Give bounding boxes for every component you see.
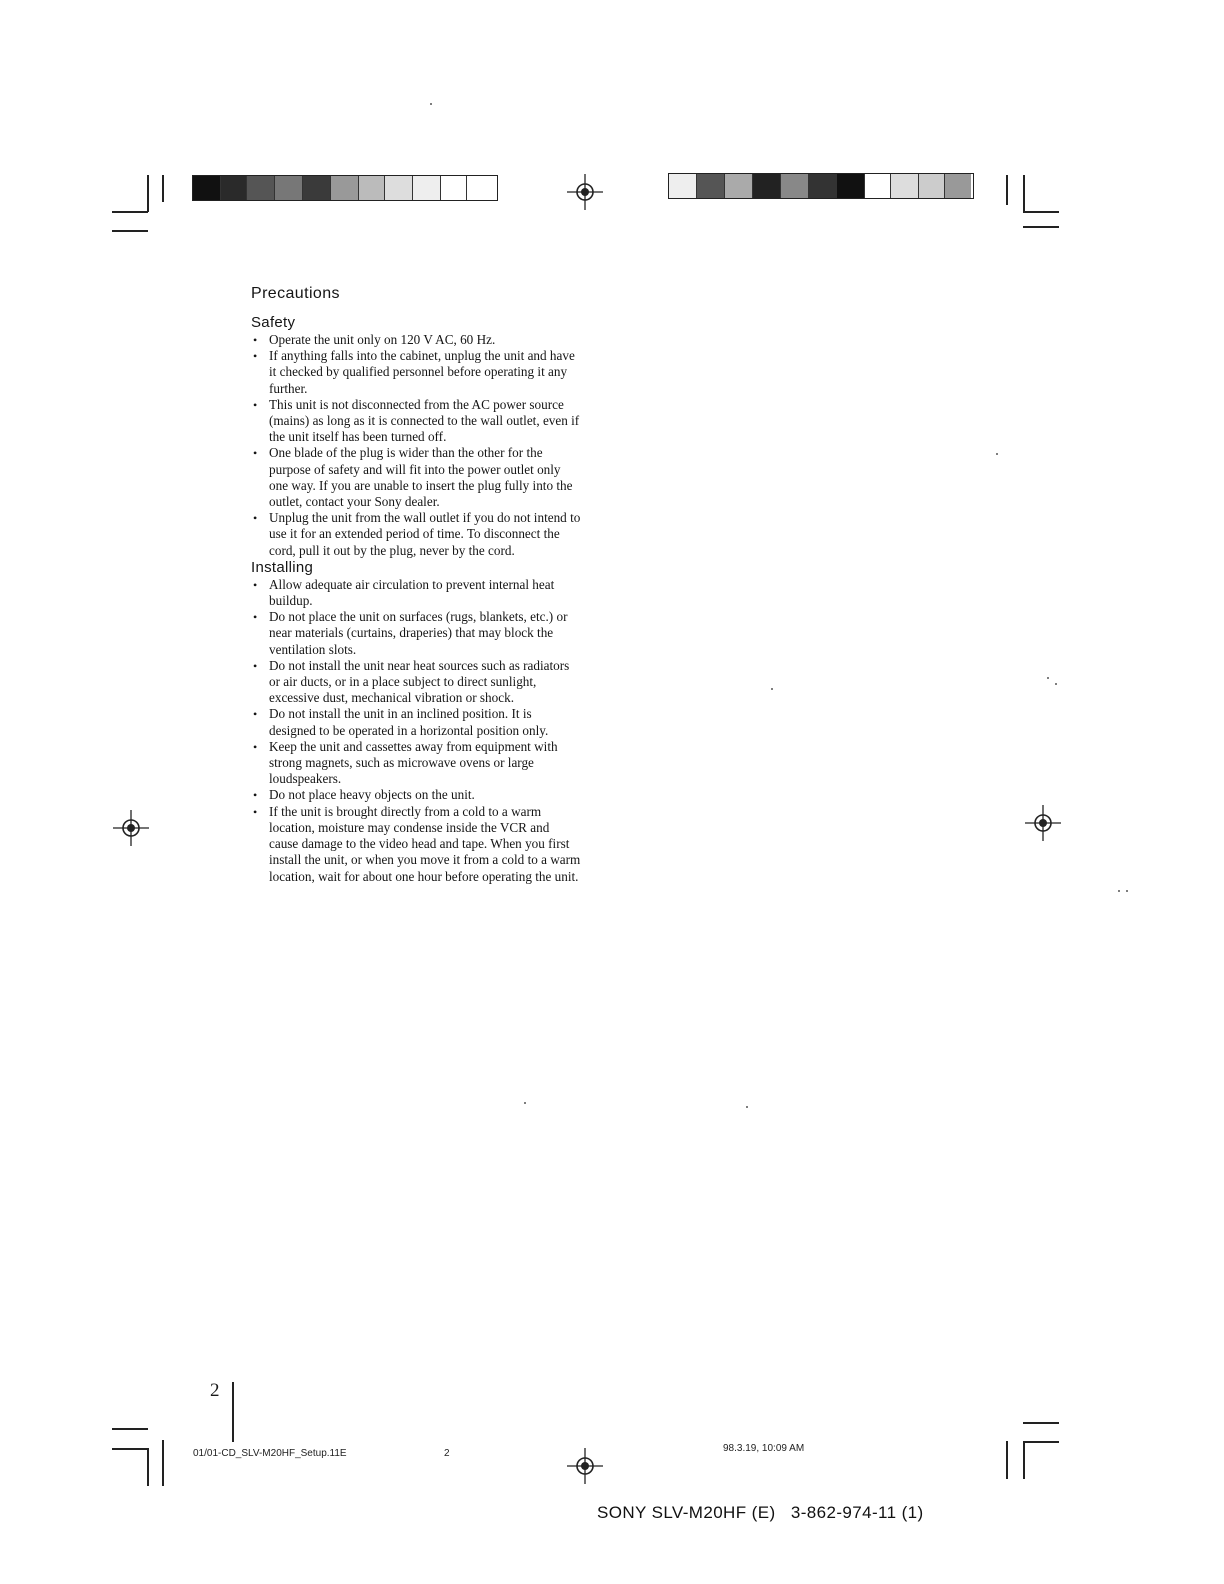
list-item: • One blade of the plug is wider than the other for the purpose of safety and will fit into the power outlet only one way. If you are unable to insert the plug fully into the outlet, contact your Sony dealer.	[251, 445, 581, 510]
list-item: • This unit is not disconnected from the AC power source (mains) as long as it is connected to the wall outlet, even if the unit itself has been turned off.	[251, 397, 581, 446]
crop-mark-bottom-right-v	[1023, 1441, 1025, 1479]
slug-page-number: 2	[444, 1448, 450, 1459]
crop-mark-top-left-h	[112, 211, 148, 213]
crop-mark-bottom-left-h2	[112, 1448, 148, 1450]
color-bar-left	[192, 175, 498, 201]
precautions-section	[251, 284, 581, 885]
scan-speck	[524, 1102, 526, 1104]
scan-speck	[1047, 677, 1049, 679]
list-item: • Do not place the unit on surfaces (rugs, blankets, etc.) or near materials (curtains, draperies) that may block the ventilation slots.	[251, 609, 581, 658]
registration-target-left	[113, 810, 149, 846]
crop-mark-top-right-h	[1023, 211, 1059, 213]
color-bar-right	[668, 173, 974, 199]
scan-speck	[430, 103, 432, 105]
list-item: • Keep the unit and cassettes away from equipment with strong magnets, such as microwave ovens or large loudspeakers.	[251, 739, 581, 788]
list-item: • If the unit is brought directly from a cold to a warm location, moisture may condense inside the VCR and cause damage to the video head and tape. When you first install the unit, or when you move it from a cold to a warm location, wait for about one hour before operating the unit.	[251, 804, 581, 885]
safety-list	[251, 332, 581, 559]
registration-target-top	[567, 174, 603, 210]
footer-model-code: SONY SLV-M20HF (E) 3-862-974-11 (1)	[597, 1503, 924, 1522]
crop-mark-top-right-v2	[1023, 175, 1025, 212]
scan-speck	[771, 688, 773, 690]
crop-mark-bottom-left-h	[112, 1428, 148, 1430]
crop-mark-bottom-left-v2	[162, 1440, 164, 1486]
scan-speck	[1126, 890, 1128, 892]
list-item: • If anything falls into the cabinet, unplug the unit and have it checked by qualified personnel before operating it any further.	[251, 348, 581, 397]
scan-speck	[746, 1106, 748, 1108]
registration-target-right	[1025, 805, 1061, 841]
slug-file-name: 01/01-CD_SLV-M20HF_Setup.11E	[193, 1448, 347, 1459]
registration-target-bottom	[567, 1448, 603, 1484]
crop-mark-bottom-left-v	[147, 1448, 149, 1486]
crop-mark-top-right-v	[1006, 175, 1008, 205]
list-item: • Operate the unit only on 120 V AC, 60 Hz.	[251, 332, 581, 348]
crop-mark-top-right-h2	[1023, 226, 1059, 228]
crop-mark-bottom-right-v2	[1006, 1441, 1008, 1479]
page-title: Precautions	[251, 285, 340, 302]
page-number: 2	[210, 1380, 220, 1401]
section-heading-installing: Installing	[251, 558, 314, 576]
crop-mark-top-left-v2	[162, 175, 164, 202]
crop-mark-bottom-right-h	[1023, 1422, 1059, 1424]
scan-speck	[996, 453, 998, 455]
slug-datetime: 98.3.19, 10:09 AM	[723, 1443, 805, 1454]
list-item: • Do not place heavy objects on the unit.	[251, 787, 581, 803]
page-number-rule	[232, 1382, 234, 1442]
list-item: • Unplug the unit from the wall outlet if you do not intend to use it for an extended period of time. To disconnect the cord, pull it out by the plug, never by the cord.	[251, 510, 581, 559]
list-item: • Allow adequate air circulation to prevent internal heat buildup.	[251, 577, 581, 609]
crop-mark-top-left-v	[147, 175, 149, 212]
scan-speck	[1055, 683, 1057, 685]
list-item: • Do not install the unit in an inclined position. It is designed to be operated in a horizontal position only.	[251, 706, 581, 738]
list-item: • Do not install the unit near heat sources such as radiators or air ducts, or in a place subject to direct sunlight, excessive dust, mechanical vibration or shock.	[251, 658, 581, 707]
section-heading-safety: Safety	[251, 314, 296, 331]
installing-list	[251, 577, 581, 885]
crop-mark-bottom-right-h2	[1023, 1441, 1059, 1443]
crop-mark-top-left-h2	[112, 230, 148, 232]
scan-speck	[1118, 890, 1120, 892]
